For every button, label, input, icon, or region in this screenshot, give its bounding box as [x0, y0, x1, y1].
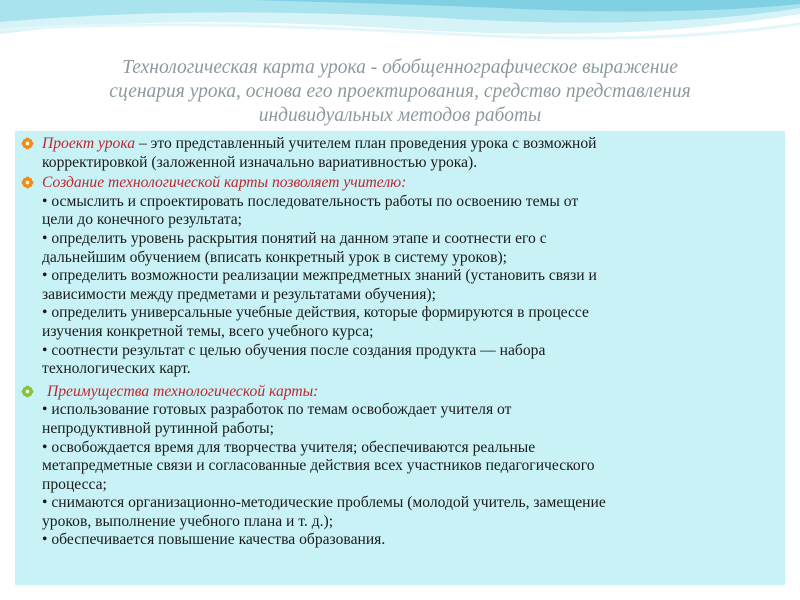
- item-line: • определить уровень раскрытия понятий на данном этапе и соотнести его с: [42, 229, 547, 247]
- title-line-3: индивидуальных методов работы: [258, 105, 542, 126]
- item-text: корректировкой (заложенной изначально вариативностью урока).: [42, 153, 478, 171]
- list-item-card-creation: [42, 174, 773, 379]
- flower-bullet-icon: [21, 137, 34, 150]
- list-item-advantages: [42, 383, 773, 550]
- item-label: Проект урока: [42, 135, 136, 152]
- item-line: цели до конечного результата;: [42, 211, 242, 229]
- item-line: непродуктивной рутинной работы;: [42, 419, 274, 437]
- flower-bullet-icon: [21, 176, 34, 189]
- flower-bullet-icon: [21, 385, 34, 398]
- item-line: технологических карт.: [42, 360, 191, 378]
- item-line: • освобождается время для творчества учителя; обеспечиваются реальные: [42, 438, 536, 456]
- list-item-lesson-project: [42, 135, 773, 172]
- item-line: уроков, выполнение учебного плана и т. д.);: [42, 512, 334, 530]
- content-panel: [15, 131, 785, 585]
- item-line: процесса;: [42, 475, 107, 493]
- item-label: Преимущества технологической карты:: [47, 382, 319, 400]
- item-line: • определить возможности реализации межпредметных знаний (установить связи и: [42, 267, 597, 285]
- item-line: • определить универсальные учебные действия, которые формируются в процессе: [42, 304, 589, 322]
- item-text: – это представленный учителем план проведения урока с возможной: [135, 135, 597, 152]
- title-line-1: Технологическая карта урока - обобщеннографическое выражение: [122, 57, 678, 78]
- item-line: • осмыслить и спроектировать последовательность работы по освоению темы от: [42, 192, 579, 210]
- item-line: • соотнести результат с целью обучения после создания продукта — набора: [42, 341, 546, 359]
- item-line: • использование готовых разработок по темам освобождает учителя от: [42, 401, 512, 419]
- slide-title: [40, 56, 760, 128]
- item-line: изучения конкретной темы, всего учебного курса;: [42, 322, 374, 340]
- title-line-2: сценария урока, основа его проектирования, средство представления: [109, 81, 691, 102]
- item-line: • обеспечивается повышение качества образования.: [42, 531, 386, 549]
- item-label: Создание технологической карты позволяет учителю:: [42, 174, 407, 192]
- item-line: дальнейшим обучением (вписать конкретный урок в систему уроков);: [42, 248, 507, 266]
- item-line: зависимости между предметами и результатами обучения);: [42, 285, 436, 303]
- item-line: метапредметные связи и согласованные действия всех участников педагогического: [42, 457, 595, 475]
- item-line: • снимаются организационно-методические проблемы (молодой учитель, замещение: [42, 494, 606, 512]
